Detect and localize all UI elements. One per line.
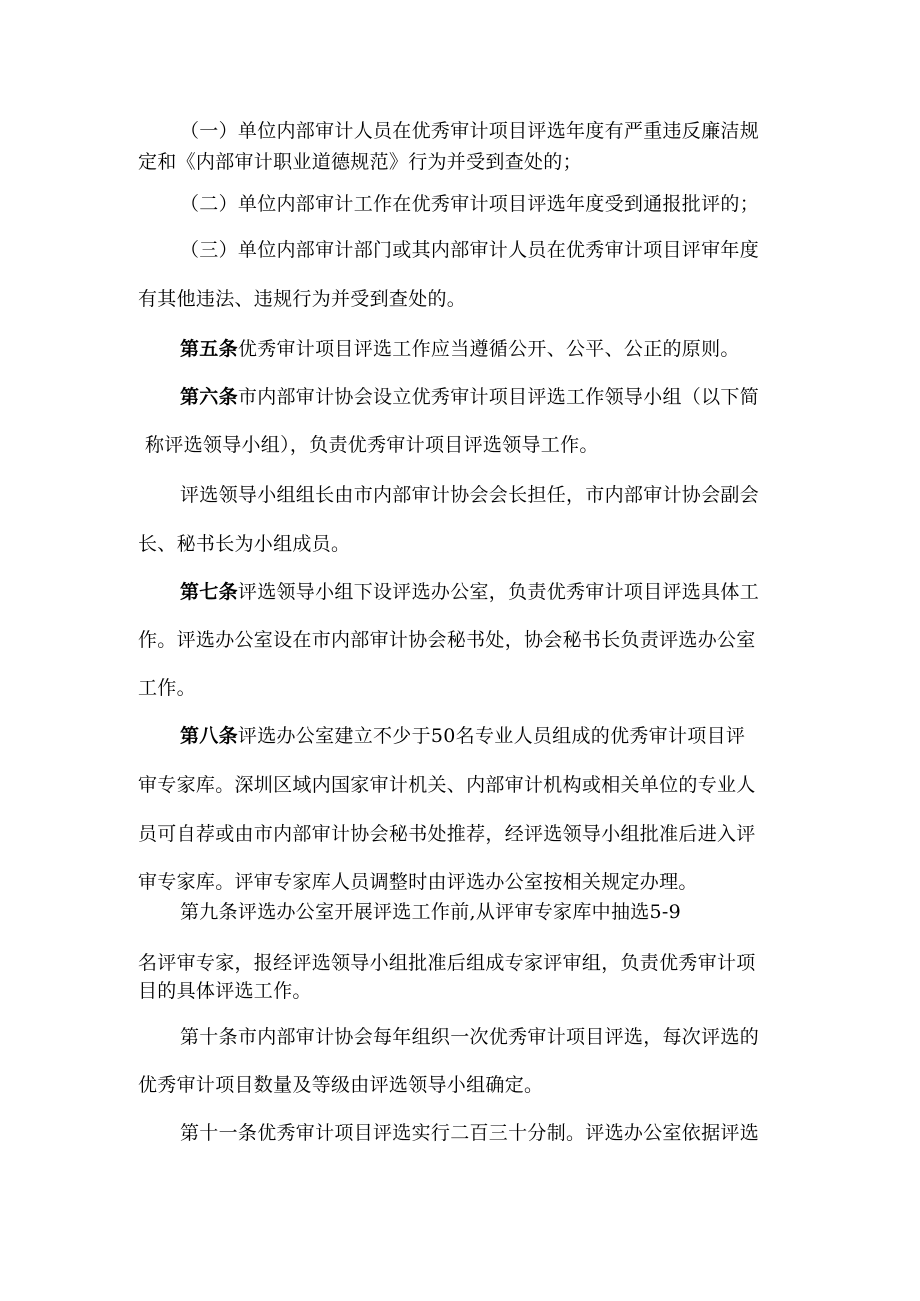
article-line bbox=[180, 580, 759, 604]
text-segment: 审专家库。深圳区域内国家审计机关、内部审计机构或相关单位的专业人 bbox=[138, 774, 756, 796]
text-segment: 目的具体评选工作。 bbox=[138, 980, 312, 1002]
text-segment: 名评审专家，报经评选领导小组批准后组成专家评审组，负责优秀审计项 bbox=[138, 952, 756, 974]
text-segment: 定和《内部审计职业道德规范》行为并受到查处的； bbox=[138, 151, 582, 173]
text-segment: 审专家库。评审专家库人员调整时由评选办公室按相关规定办理。 bbox=[138, 871, 698, 893]
text-line bbox=[138, 628, 756, 652]
text-segment: 评选领导小组下设评选办公室，负责优秀审计项目评选具体工 bbox=[237, 581, 760, 603]
text-segment: 员可自荐或由市内部审计协会秘书处推荐，经评选领导小组批准后进入评 bbox=[138, 823, 756, 845]
article-number: 第八条 bbox=[180, 725, 238, 747]
text-line bbox=[138, 951, 756, 975]
article-number: 第七条 bbox=[180, 581, 238, 603]
article-line bbox=[180, 337, 740, 361]
text-segment: 优秀审计项目评选工作应当遵循公开、公平、公正的原则。 bbox=[237, 338, 740, 360]
text-line bbox=[138, 870, 698, 894]
text-line bbox=[138, 532, 350, 556]
text-segment: 作。评选办公室设在市内部审计协会秘书处，协会秘书长负责评选办公室 bbox=[138, 629, 756, 651]
text-line bbox=[180, 238, 759, 262]
article-number: 第六条 bbox=[180, 386, 238, 408]
text-line bbox=[145, 433, 599, 457]
text-segment: 第九条评选办公室开展评选工作前,从评审专家库中抽选5-9 bbox=[180, 901, 682, 923]
text-segment: 长、秘书长为小组成员。 bbox=[138, 533, 351, 555]
text-segment: 市内部审计协会设立优秀审计项目评选工作领导小组（以下简 bbox=[237, 386, 760, 408]
text-line bbox=[138, 676, 196, 700]
text-segment: 优秀审计项目数量及等级由评选领导小组确定。 bbox=[138, 1074, 544, 1096]
text-line bbox=[180, 119, 759, 143]
text-line bbox=[138, 287, 466, 311]
text-segment: 称评选领导小组），负责优秀审计项目评选领导工作。 bbox=[145, 434, 599, 456]
text-line bbox=[180, 900, 681, 924]
text-line bbox=[138, 979, 312, 1003]
text-line bbox=[138, 1073, 543, 1097]
text-line bbox=[180, 483, 759, 507]
text-line bbox=[180, 1025, 759, 1049]
text-line bbox=[180, 1121, 759, 1145]
text-segment: 工作。 bbox=[138, 677, 196, 699]
text-segment: 第十条市内部审计协会每年组织一次优秀审计项目评选，每次评选的 bbox=[180, 1026, 760, 1048]
text-line bbox=[180, 192, 759, 216]
text-line bbox=[138, 822, 756, 846]
text-line bbox=[138, 773, 756, 797]
text-segment: （一）单位内部审计人员在优秀审计项目评选年度有严重违反廉洁规 bbox=[180, 120, 760, 142]
text-segment: 第十一条优秀审计项目评选实行二百三十分制。评选办公室依据评选 bbox=[180, 1122, 760, 1144]
text-line bbox=[138, 150, 582, 174]
article-line bbox=[180, 724, 745, 748]
text-segment: 评选领导小组组长由市内部审计协会会长担任，市内部审计协会副会 bbox=[180, 484, 760, 506]
text-segment: （三）单位内部审计部门或其内部审计人员在优秀审计项目评审年度 bbox=[180, 239, 760, 261]
text-segment: 评选办公室建立不少于50名专业人员组成的优秀审计项目评 bbox=[237, 725, 746, 747]
article-line bbox=[180, 385, 759, 409]
article-number: 第五条 bbox=[180, 338, 238, 360]
text-segment: 有其他违法、违规行为并受到查处的。 bbox=[138, 288, 467, 310]
text-segment: （二）单位内部审计工作在优秀审计项目评选年度受到通报批评的； bbox=[180, 193, 760, 215]
